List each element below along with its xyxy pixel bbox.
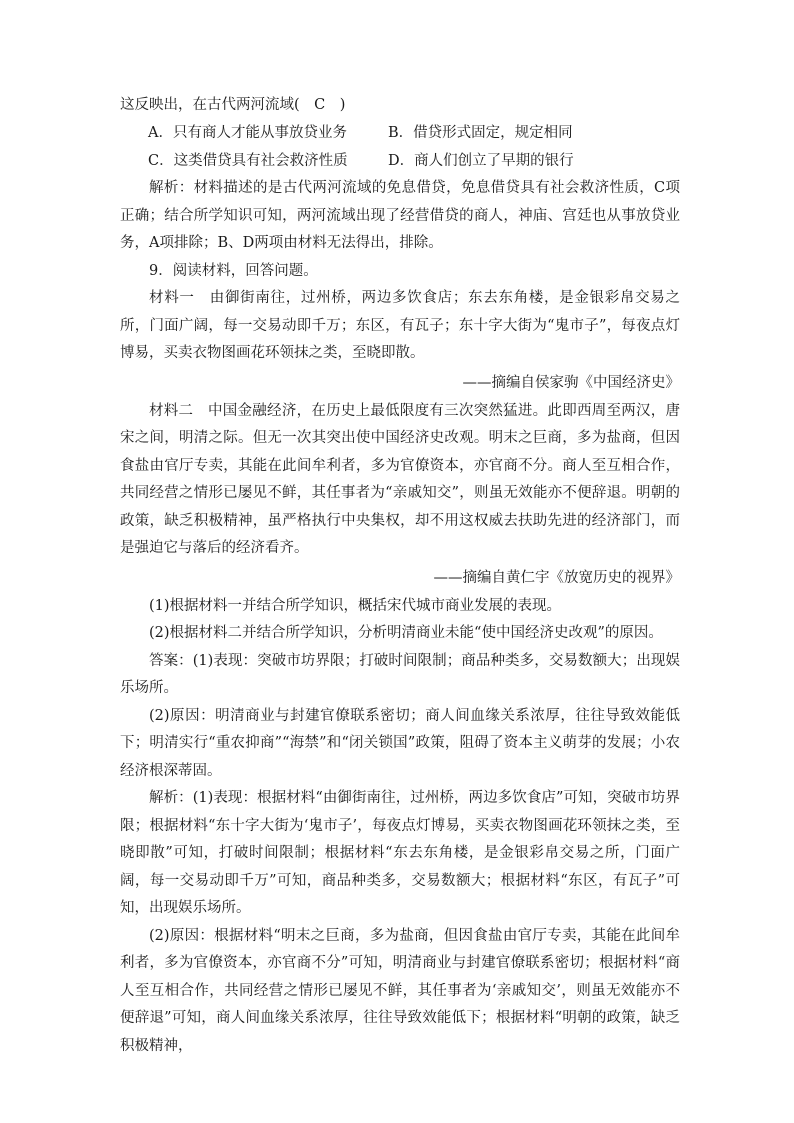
option-b: B．借贷形式固定，规定相同: [388, 125, 573, 141]
options-row-2: [120, 147, 680, 175]
sub-question-2: (2)根据材料二并结合所学知识，分析明清商业未能“使中国经济史改观”的原因。: [149, 625, 663, 641]
analysis-2: (2)原因：根据材料“明末之巨商，多为盐商，但因食盐由官厅专卖，其能在此间牟利者，多为官僚资本，亦官商不分”可知，明清商业与封建官僚联系密切；根据材料“商人至互相合作，共同经营之情形已屡见不鲜，其任事者为‘亲戚知交’，则虽无效能亦不便辞退”可知，商人间血缘关系浓厚，往往导致效能低下；根据材料“明朝的政策，缺乏积极精神，: [120, 927, 680, 1054]
analysis-q8: 解析：材料描述的是古代两河流域的免息借贷，免息借贷具有社会救济性质，C项正确；结合所学知识可知，两河流域出现了经营借贷的商人，神庙、宫廷也从事放贷业务，A项排除；B、D两项由材料无法得出，排除。: [120, 180, 680, 251]
material-one-source: ——摘编自侯家驹《中国经济史》: [462, 374, 680, 391]
options-row-1: [120, 119, 680, 147]
question-9-title: 9．阅读材料，回答问题。: [149, 262, 318, 279]
answer-2: (2)原因：明清商业与封建官僚联系密切；商人间血缘关系浓厚，往往导致效能低下；明清实行“重农抑商”“海禁”和“闭关锁国”政策，阻碍了资本主义萌芽的发展；小农经济根深蒂固。: [120, 707, 680, 779]
option-d: D．商人们创立了早期的银行: [388, 153, 574, 169]
option-a: A．只有商人才能从事放贷业务: [148, 125, 347, 141]
sub-question-1: (1)根据材料一并结合所学知识，概括宋代城市商业发展的表现。: [149, 597, 562, 614]
question-stem: 这反映出，在古代两河流域( C ): [120, 97, 346, 113]
document-page: [120, 92, 680, 1060]
material-two-source: ——摘编自黄仁宇《放宽历史的视界》: [433, 569, 680, 586]
option-c: C．这类借贷具有社会救济性质: [148, 153, 348, 169]
material-one: 材料一 由御街南往，过州桥，两边多饮食店；东去东角楼，是金银彩帛交易之所，门面广阔，每一交易动即千万；东区，有瓦子；东十字大街为“鬼市子”，每夜点灯博易，买卖衣物图画花环领抹之类，至晓即散。: [120, 290, 680, 361]
material-two: 材料二 中国金融经济，在历史上最低限度有三次突然猛进。此即西周至两汉，唐宋之间，明清之际。但无一次其突出使中国经济史改观。明末之巨商，多为盐商，但因食盐由官厅专卖，其能在此间牟利者，多为官僚资本，亦官商不分。商人至互相合作，共同经营之情形已屡见不鲜，其任事者为“亲戚知交”，则虽无效能亦不便辞退。明朝的政策，缺乏积极精神，虽严格执行中央集权，却不用这权威去扶助先进的经济部门，而是强迫它与落后的经济看齐。: [120, 402, 680, 556]
analysis-1: 解析：(1)表现：根据材料“由御街南往，过州桥，两边多饮食店”可知，突破市坊界限；根据材料“东十字大街为‘鬼市子’，每夜点灯博易，买卖衣物图画花环领抹之类，至晓即散”可知，打破时间限制；根据材料“东去东角楼，是金银彩帛交易之所，门面广阔，每一交易动即千万”可知，商品种类多，交易数额大；根据材料“东区，有瓦子”可知，出现娱乐场所。: [120, 790, 680, 916]
answer-1: 答案：(1)表现：突破市坊界限；打破时间限制；商品种类多，交易数额大；出现娱乐场所。: [120, 652, 680, 696]
